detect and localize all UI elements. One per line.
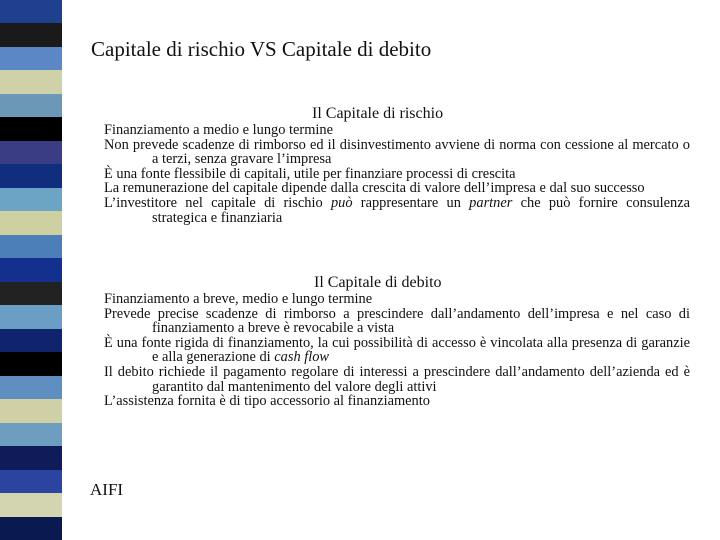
stripe-block xyxy=(0,211,62,234)
stripe-block xyxy=(0,23,62,46)
stripe-block xyxy=(0,399,62,422)
section-heading-rischio: Il Capitale di rischio xyxy=(312,105,444,122)
stripe-block xyxy=(0,141,62,164)
decorative-left-stripe xyxy=(0,0,62,540)
rischio-item: La remunerazione del capitale dipende dalla crescita di valore dell’impresa e dal suo successo xyxy=(104,180,645,197)
stripe-block xyxy=(0,70,62,93)
stripe-block xyxy=(0,423,62,446)
stripe-block xyxy=(0,470,62,493)
debito-item: È una fonte rigida di finanziamento, la cui possibilità di accesso è vincolata alla presenza di garanzie e alla generazione di cash flow xyxy=(104,334,690,366)
debito-item: Finanziamento a breve, medio e lungo termine xyxy=(104,291,373,307)
section-heading-debito: Il Capitale di debito xyxy=(314,274,442,291)
stripe-block xyxy=(0,94,62,117)
footer-aifi: AIFI xyxy=(90,480,124,499)
stripe-block xyxy=(0,117,62,140)
stripe-block xyxy=(0,517,62,540)
stripe-block xyxy=(0,376,62,399)
debito-item: Prevede precise scadenze di rimborso a prescindere dall’andamento dell’impresa e nel caso di finanziamento a breve è revocabile a vista xyxy=(104,305,690,337)
stripe-block xyxy=(0,282,62,305)
debito-list xyxy=(104,292,690,409)
stripe-block xyxy=(0,235,62,258)
stripe-block xyxy=(0,305,62,328)
stripe-block xyxy=(0,47,62,70)
stripe-block xyxy=(0,0,62,23)
rischio-item: Non prevede scadenze di rimborso ed il disinvestimento avviene di norma con cessione al mercato o a terzi, senza gravare l’impresa xyxy=(104,136,690,168)
stripe-block xyxy=(0,446,62,469)
rischio-list xyxy=(104,123,690,225)
debito-item: Il debito richiede il pagamento regolare di interessi a prescindere dall’andamento dell’azienda ed è garantito dal mantenimento del valore degli attivi xyxy=(104,363,690,395)
rischio-item: È una fonte flessibile di capitali, utile per finanziare processi di crescita xyxy=(104,165,516,182)
slide-title: Capitale di rischio VS Capitale di debito xyxy=(91,37,432,61)
stripe-block xyxy=(0,258,62,281)
rischio-item: L’investitore nel capitale di rischio può rappresentare un partner che può fornire consulenza strategica e finanziaria xyxy=(104,194,690,226)
stripe-block xyxy=(0,352,62,375)
stripe-block xyxy=(0,164,62,187)
rischio-item: Finanziamento a medio e lungo termine xyxy=(104,122,333,138)
stripe-block xyxy=(0,188,62,211)
stripe-block xyxy=(0,329,62,352)
debito-item: L’assistenza fornita è di tipo accessorio al finanziamento xyxy=(104,393,430,410)
stripe-block xyxy=(0,493,62,516)
